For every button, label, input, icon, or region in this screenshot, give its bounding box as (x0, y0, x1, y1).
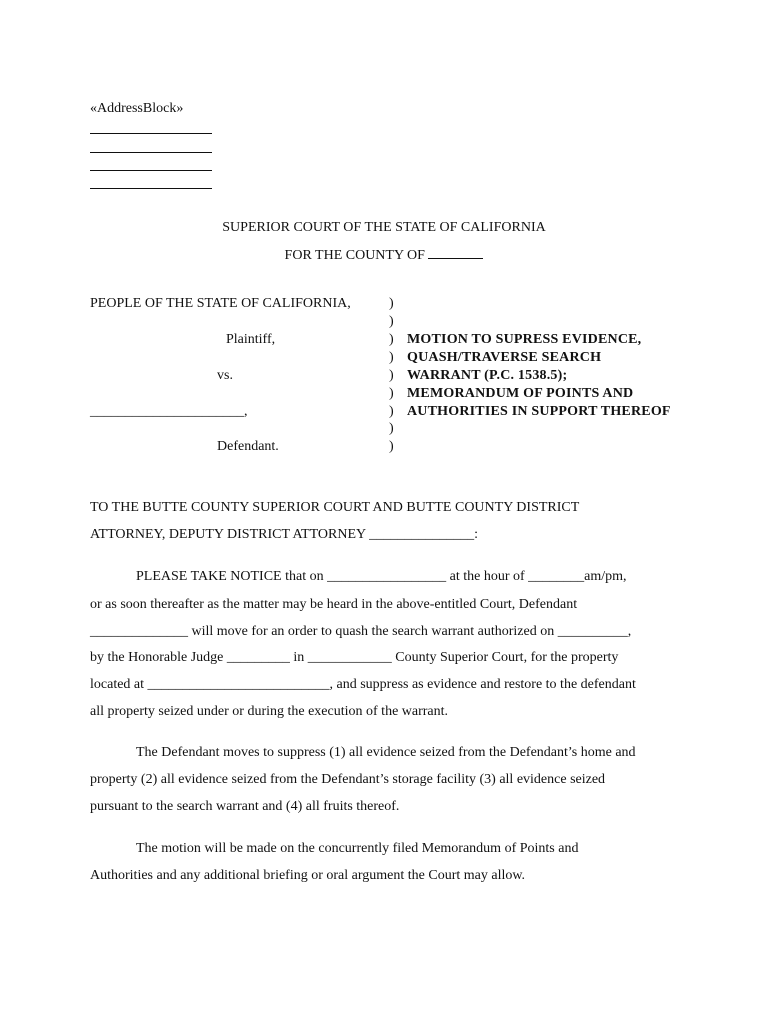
suppress-paragraph-line: The Defendant moves to suppress (1) all evidence seized from the Defendant’s home and (136, 745, 636, 760)
caption-paren: ) (389, 314, 394, 329)
caption-paren: ) (389, 332, 394, 347)
caption-defendant-name-blank: ______________________, (90, 404, 248, 419)
suppress-paragraph-line: property (2) all evidence seized from the Defendant’s storage facility (3) all evidence seized (90, 772, 606, 787)
caption-paren: ) (389, 386, 394, 401)
caption-plaintiff: Plaintiff, (226, 332, 276, 347)
caption-paren: ) (389, 404, 394, 419)
addressee-line: ATTORNEY, DEPUTY DISTRICT ATTORNEY _______________: (90, 527, 479, 542)
notice-paragraph-line: all property seized under or during the execution of the warrant. (90, 704, 449, 719)
motion-paragraph-line: Authorities and any additional briefing or oral argument the Court may allow. (90, 868, 526, 883)
address-block-placeholder: «AddressBlock» (90, 101, 184, 116)
caption-paren: ) (389, 439, 394, 454)
caption-defendant: Defendant. (217, 439, 279, 454)
motion-title-line: MOTION TO SUPRESS EVIDENCE, (407, 332, 642, 347)
court-county-line (0, 246, 768, 264)
caption-paren: ) (389, 296, 394, 311)
notice-paragraph-line: located at __________________________, and suppress as evidence and restore to the defendant (90, 677, 636, 692)
motion-paragraph-line: The motion will be made on the concurrently filed Memorandum of Points and (136, 841, 579, 856)
suppress-paragraph-line: pursuant to the search warrant and (4) all fruits thereof. (90, 799, 400, 814)
notice-paragraph-line: ______________ will move for an order to quash the search warrant authorized on __________, (90, 624, 632, 639)
caption-vs: vs. (217, 368, 233, 383)
notice-paragraph-line: or as soon thereafter as the matter may be heard in the above-entitled Court, Defendant (90, 597, 578, 612)
motion-title-line: AUTHORITIES IN SUPPORT THEREOF (407, 404, 671, 419)
motion-title-line: QUASH/TRAVERSE SEARCH (407, 350, 602, 365)
county-blank (428, 246, 483, 259)
notice-paragraph-line: PLEASE TAKE NOTICE that on _________________ at the hour of ________am/pm, (136, 569, 627, 584)
caption-paren: ) (389, 368, 394, 383)
address-blank-line (90, 133, 212, 134)
caption-paren: ) (389, 350, 394, 365)
address-blank-line (90, 152, 212, 153)
motion-title-line: MEMORANDUM OF POINTS AND (407, 386, 634, 401)
address-blank-line (90, 170, 212, 171)
addressee-line: TO THE BUTTE COUNTY SUPERIOR COURT AND BUTTE COUNTY DISTRICT (90, 500, 580, 515)
motion-title-line: WARRANT (P.C. 1538.5); (407, 368, 568, 383)
address-blank-line (90, 188, 212, 189)
court-county-prefix: FOR THE COUNTY OF (284, 248, 429, 263)
court-title: SUPERIOR COURT OF THE STATE OF CALIFORNIA (222, 220, 546, 235)
caption-paren: ) (389, 421, 394, 436)
caption-people: PEOPLE OF THE STATE OF CALIFORNIA, (90, 296, 351, 311)
notice-paragraph-line: by the Honorable Judge _________ in ____________ County Superior Court, for the property (90, 650, 619, 665)
